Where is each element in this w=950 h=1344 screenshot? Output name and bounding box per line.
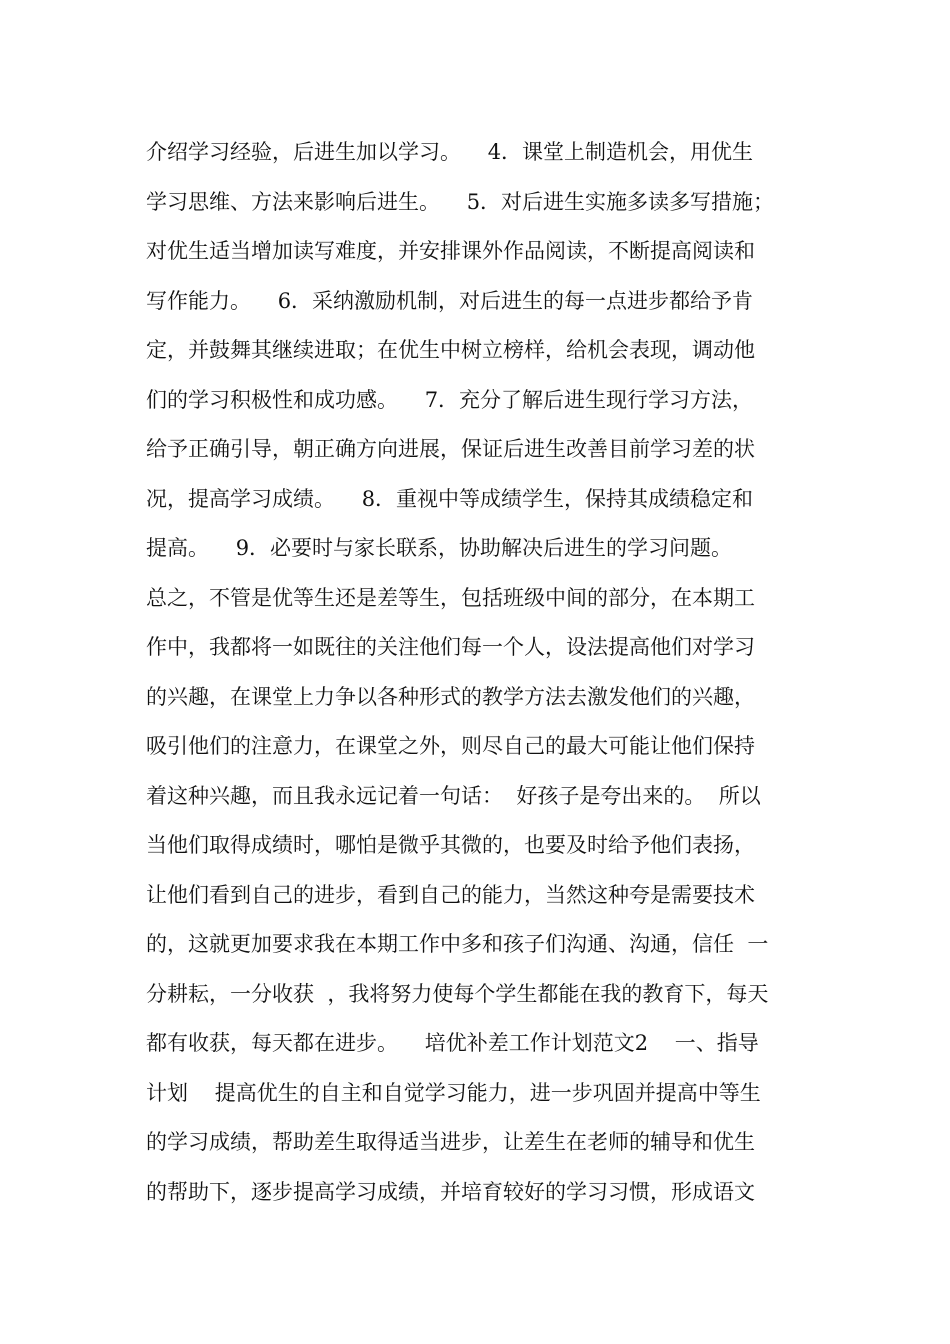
- text-line-8: 况，提高学习成绩。 8．重视中等成绩学生，保持其成绩稳定和: [146, 486, 754, 511]
- text-line-7: 给予正确引导，朝正确方向进展，保证后进生改善目前学习差的状: [146, 437, 755, 461]
- text-line-1: 介绍学习经验，后进生加以学习。 4．课堂上制造机会，用优生: [146, 140, 754, 164]
- text-line-3: 对优生适当增加读写难度，并安排课外作品阅读，不断提高阅读和: [146, 239, 755, 263]
- text-line-14: 着这种兴趣，而且我永远记着一句话： 好孩子是夸出来的。 所以: [146, 783, 761, 808]
- text-line-15: 当他们取得成绩时，哪怕是微乎其微的，也要及时给予他们表扬，: [146, 833, 755, 857]
- text-line-16: 让他们看到自己的进步，看到自己的能力，当然这种夸是需要技术: [146, 882, 755, 907]
- text-line-9: 提高。 9．必要时与家长联系，协助解决后进生的学习问题。: [146, 536, 733, 560]
- text-line-11: 作中，我都将一如既往的关注他们每一个人，设法提高他们对学习: [146, 635, 755, 659]
- text-line-18: 分耕耘，一分收获 ，我将努力使每个学生都能在我的教育下，每天: [146, 981, 769, 1006]
- text-line-6: 们的学习积极性和成功感。 7．充分了解后进生现行学习方法，: [146, 387, 754, 412]
- text-line-4: 写作能力。 6．采纳激励机制，对后进生的每一点进步都给予肯: [146, 288, 754, 313]
- text-line-17: 的，这就更加要求我在本期工作中多和孩子们沟通、沟通，信任 一: [146, 932, 769, 956]
- text-line-12: 的兴趣，在课堂上力争以各种形式的教学方法去激发他们的兴趣，: [146, 684, 755, 709]
- text-line-22: 的帮助下，逐步提高学习成绩，并培育较好的学习习惯，形成语文: [146, 1179, 755, 1204]
- text-line-20: 计划 提高优生的自主和自觉学习能力，进一步巩固并提高中等生: [146, 1080, 761, 1105]
- body-text: [146, 128, 816, 1217]
- text-line-10: 总之，不管是优等生还是差等生，包括班级中间的部分，在本期工: [146, 585, 755, 610]
- text-line-2: 学习思维、方法来影响后进生。 5．对后进生实施多读多写措施；: [146, 189, 775, 214]
- text-line-21: 的学习成绩，帮助差生取得适当进步，让差生在老师的辅导和优生: [146, 1130, 755, 1154]
- text-line-19: 都有收获，每天都在进步。 培优补差工作计划范文2 一、指导: [146, 1031, 759, 1055]
- text-line-5: 定，并鼓舞其继续进取；在优生中树立榜样，给机会表现，调动他: [146, 338, 755, 362]
- text-line-13: 吸引他们的注意力，在课堂之外，则尽自己的最大可能让他们保持: [146, 734, 755, 758]
